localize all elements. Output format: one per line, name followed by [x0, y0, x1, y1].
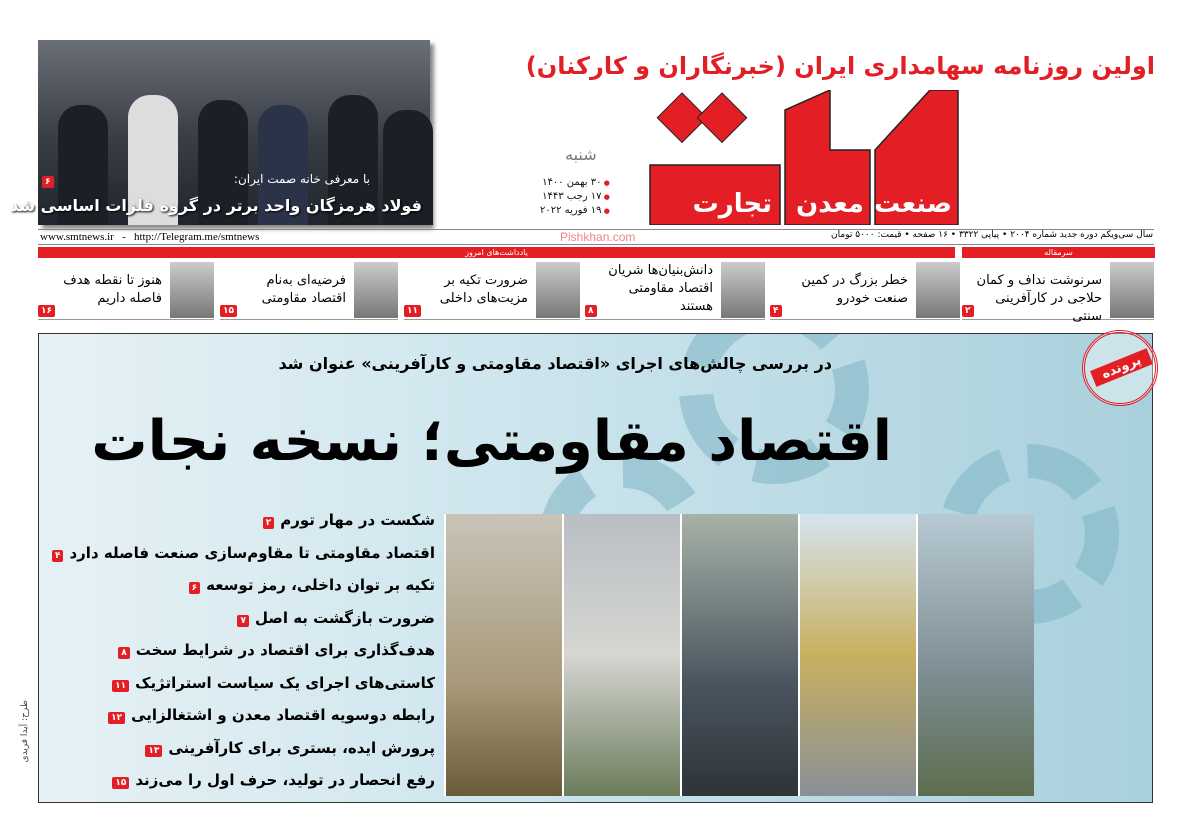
top-story-title-text: فولاد هرمزگان واحد برتر در گروه فلزات اساسی شد: [10, 196, 422, 215]
design-credit: طرح: آیدا فریدی: [20, 700, 30, 763]
website-links[interactable]: www.smtnews.ir - http://Telegram.me/smtnews: [40, 231, 260, 243]
top-story-photo[interactable]: [10, 40, 430, 225]
author-photo: [536, 262, 580, 318]
date-lunar: ● ۱۷ رجب ۱۴۴۳: [540, 190, 610, 204]
logo-sub-3: تجارت: [692, 189, 772, 219]
note-item[interactable]: [404, 262, 580, 320]
dates: [540, 176, 610, 218]
feature-list-item[interactable]: [45, 699, 435, 732]
page-badge: ۲: [263, 517, 275, 529]
note-item[interactable]: [585, 262, 765, 320]
author-photo: [1110, 262, 1154, 318]
author-photo: [170, 262, 214, 318]
feature-photo-strip: [444, 514, 1034, 796]
item-text: تکیه بر توان داخلی، رمز توسعه: [206, 576, 435, 594]
item-text: هدف‌گذاری برای اقتصاد در شرایط سخت: [135, 641, 435, 659]
feature-list: [45, 504, 435, 797]
author-photo: [721, 262, 765, 318]
page-badge: ۱۱: [112, 680, 129, 692]
feature-list-item[interactable]: [45, 602, 435, 635]
weekday: شنبه: [565, 145, 597, 164]
section-editorial-bar: سرمقاله: [962, 247, 1155, 258]
date-gregorian: ● ۱۹ فوریه ۲۰۲۲: [540, 204, 610, 218]
feature-list-item[interactable]: [45, 764, 435, 797]
top-story-title[interactable]: [10, 196, 422, 215]
page-badge: ۱۵: [220, 305, 237, 317]
page-badge: ۱۵: [112, 777, 129, 789]
note-title: فرضیه‌ای به‌نام اقتصاد مقاومتی: [261, 273, 346, 306]
cranes-photo: [798, 514, 916, 796]
note-title: خطر بزرگ در کمین صنعت خودرو: [801, 273, 908, 306]
note-item[interactable]: [770, 262, 960, 320]
item-text: رابطه دوسویه اقتصاد معدن و اشتغالزایی: [131, 706, 435, 724]
money-photo: [562, 514, 680, 796]
item-text: شکست در مهار تورم: [280, 511, 435, 529]
page-badge: ۸: [585, 305, 597, 317]
logo-sub-2: معدن: [796, 189, 864, 219]
masthead-logo: [640, 90, 960, 225]
top-story-kicker: با معرفی خانه صمت ایران:: [233, 172, 370, 186]
feature-list-item[interactable]: [45, 504, 435, 537]
section-notes-bar: یادداشت‌های امروز: [38, 247, 955, 258]
port-photo: [916, 514, 1034, 796]
date-solar: ● ۳۰ بهمن ۱۴۰۰: [540, 176, 610, 190]
author-photo: [916, 262, 960, 318]
page-badge: ۶: [189, 582, 201, 594]
feature-list-item[interactable]: [45, 537, 435, 570]
note-item[interactable]: [962, 262, 1154, 324]
feature-list-item[interactable]: [45, 569, 435, 602]
feature-list-item[interactable]: [45, 634, 435, 667]
page-badge: ۱۶: [38, 305, 55, 317]
page-badge: ۱۲: [108, 712, 125, 724]
note-title: هنوز تا نقطه هدف فاصله داریم: [63, 273, 162, 306]
item-text: پرورش ایده، بستری برای کارآفرینی: [168, 738, 435, 757]
page-badge: ۱۳: [145, 745, 162, 757]
mine-photo: [444, 514, 562, 796]
item-text: اقتصاد مقاومتی تا مقاوم‌سازی صنعت فاصله دارد: [69, 543, 435, 562]
feature-headline[interactable]: اقتصاد مقاومتی؛ نسخه نجات: [91, 409, 892, 474]
page-badge: ۶: [42, 176, 54, 188]
masthead-tagline: اولین روزنامه سهامداری ایران (خبرنگاران و کارکنان): [525, 52, 1155, 80]
issue-info: سال سی‌ویکم دوره جدید شماره ۲۰۰۴ • پیاپی ۳۳۲۲ • ۱۶ صفحه • قیمت: ۵۰۰۰ تومان: [831, 230, 1153, 240]
page-badge: ۱۱: [404, 305, 421, 317]
note-title: دانش‌بنیان‌ها شریان اقتصاد مقاومتی هستند: [608, 263, 713, 314]
page-badge: ۸: [118, 647, 130, 659]
feature-list-item[interactable]: [45, 732, 435, 765]
note-item[interactable]: [220, 262, 398, 320]
page-badge: ۷: [237, 615, 249, 627]
watermark: Pishkhan.com: [560, 230, 636, 244]
logo-sub-1: صنعت: [874, 189, 952, 219]
page-badge: ۴: [52, 550, 64, 562]
divider: [38, 244, 1154, 245]
note-title: ضرورت تکیه بر مزیت‌های داخلی: [439, 273, 528, 306]
factory-photo: [680, 514, 798, 796]
dossier-stamp: [1082, 330, 1158, 406]
item-text: کاستی‌های اجرای یک سیاست استراتژیک: [135, 673, 435, 692]
author-photo: [354, 262, 398, 318]
feature-kicker: در بررسی چالش‌های اجرای «اقتصاد مقاومتی و کارآفرینی» عنوان شد: [278, 354, 832, 373]
item-text: ضرورت بازگشت به اصل: [254, 608, 435, 627]
feature-list-item[interactable]: [45, 667, 435, 700]
page-badge: ۴: [770, 305, 782, 317]
item-text: رفع انحصار در تولید، حرف اول را می‌زند: [135, 771, 435, 789]
note-item[interactable]: [38, 262, 214, 320]
stamp-label: پرونده: [1090, 348, 1153, 387]
note-title: سرنوشت نداف و کمان حلاجی در کارآفرینی سنتی: [976, 273, 1102, 324]
feature-dossier: [38, 333, 1153, 803]
page-badge: ۲: [962, 305, 974, 317]
